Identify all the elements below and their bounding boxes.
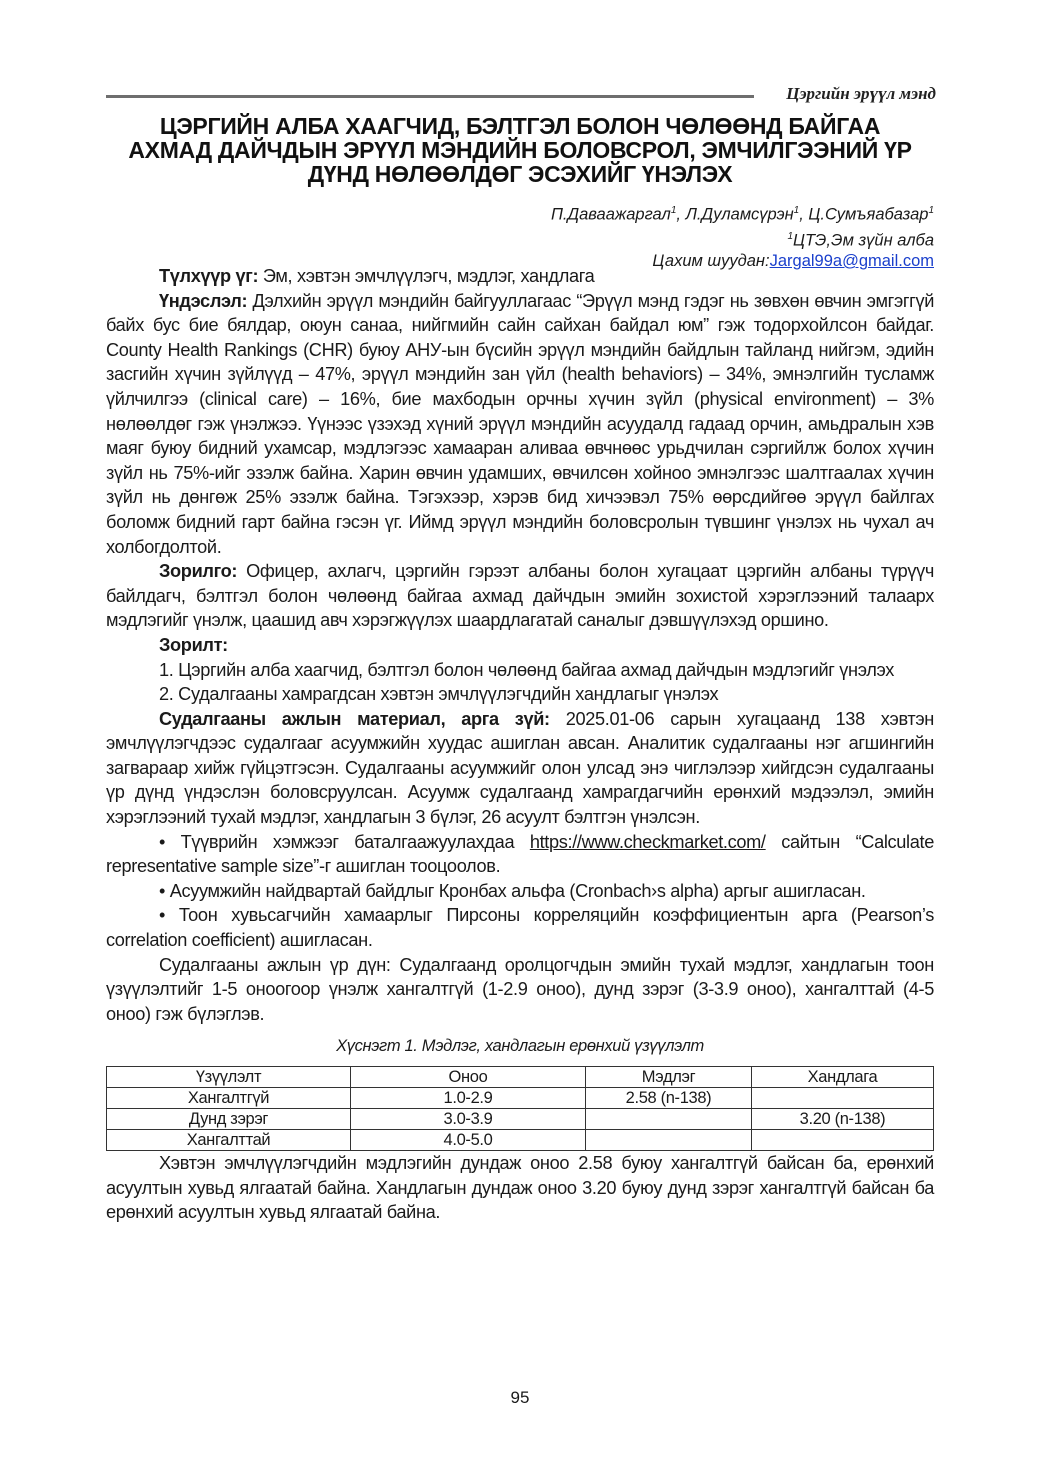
checkmarket-link[interactable]: https://www.checkmarket.com/ (529, 831, 766, 852)
author-block (551, 200, 934, 272)
table-row (107, 1109, 934, 1130)
title-line: АХМАД ДАЙЧДЫН ЭРҮҮЛ МЭНДИЙН БОЛОВСРОЛ, ЭМЧИЛГЭЭНИЙ ҮР (128, 137, 912, 163)
email-line: Цахим шуудан:Jargal99a@gmail.com (652, 252, 934, 270)
objective-item: 2. Судалгааны хамрагдсан хэвтэн эмчлүүлэгчдийн хандлагыг үнэлэх (159, 684, 719, 705)
email-link[interactable]: Jargal99a@gmail.com (769, 252, 934, 270)
author-name: П.Даваажаргал (550, 205, 671, 224)
table-cell: 1.0-2.9 (351, 1088, 586, 1109)
table-cell: 2.58 (n-138) (586, 1088, 752, 1109)
table-row (107, 1130, 934, 1151)
article-title (100, 114, 940, 186)
table-cell (586, 1130, 752, 1151)
table-row (107, 1088, 934, 1109)
results-paragraph: Судалгааны ажлын үр дүн: Судалгаанд оролцогчдын эмийн тухай мэдлэг, хандлагын тоон үзүүлэлтийг 1-5 оноогоор үнэлж хангалтгүй (1-2.9 оноо), дунд зэрэг (3-3.9 оноо), хангалттай (4-5 оноо) гэж бүлэглэв. (106, 954, 934, 1024)
background-paragraph: Үндэслэл: Дэлхийн эрүүл мэндийн байгууллагаас “Эрүүл мэнд гэдэг нь зөвхөн өвчин эмгэггүй байх бус бие бялдар, оюун санаа, нийгмийн сайн сайхан байдал юм” гэж тодорхойлсон байдаг. County Health Rankings (CHR) буюу АНУ-ын бүсийн эрүүл мэндийн байдлын тайланд нийгэм, эдийн засгийн хүчин зүйлүүд – 47%, эрүүл мэндийн зан үйл (health behaviors) – 34%, эмнэлгийн тусламж үйлчилгээ (clinical care) – 16%, бие махбодын орчны хүчин зүйл (physical environment) – 3% нөлөөлдөг гэж үнэлжээ. Үүнээс үзэхэд хүний эрүүл мэндийн асуудалд гадаад орчин, амьдралын хэв маяг буюу бидний ухамсар, мэдлэгээс хамааран аливаа өвчнөөс урьдчилан сэргийлж болох хүчин зүйл нь 75%-ийг эзэлж байна. Харин өвчин удамших, өвчилсөн хойноо эмнэлгээс шалтгаалах хүчин зүйл нь дөнгөж 25% эзэлж байна. Тэгэхээр, хэрэв бид хичээвэл 75% өөрсдийгөө эрүүл байлгах боломж бидний гарт байна гэсэн үг. Иймд эрүүл мэндийн боловсролын түвшинг үнэлэх нь чухал ач холбогдолтой. (106, 290, 935, 557)
goal-paragraph: Зорилго: Офицер, ахлагч, цэргийн гэрээт албаны болон хугацаат цэргийн албаны түрүүч байлдагч, бэлтгэл болон чөлөөнд байгаа ахмад дайчдын эмийн зохистой хэрэглээний талаарх мэдлэгийг үнэлж, цаашид авч хэрэгжүүлэх шаардлагатай саналыг дэвшүүлэхэд оршино. (106, 561, 935, 631)
author-name: Ц.Сумъяабазар (808, 205, 929, 224)
table-cell: Дунд зэрэг (107, 1109, 351, 1130)
conclusion-paragraph: Хэвтэн эмчлүүлэгчдийн мэдлэгийн дундаж оноо 2.58 буюу хангалтгүй байсан ба, ерөнхий асуултын хувьд ялгаатай байна. Хандлагын дундаж оноо 3.20 буюу дунд зэрэг хангалтгүй байсан ба ерөнхий асуултын хувьд ялгаатай байна. (106, 1153, 934, 1223)
table-cell: 4.0-5.0 (351, 1130, 586, 1151)
keywords: Түлхүүр үг: Эм, хэвтэн эмчлүүлэгч, мэдлэг, хандлага (159, 266, 595, 286)
table-header: Хандлага (752, 1067, 934, 1088)
table-caption: Хүснэгт 1. Мэдлэг, хандлагын ерөнхий үзүүлэлт (336, 1037, 704, 1056)
table-cell: Хангалтгүй (107, 1088, 351, 1109)
objective-item: 1. Цэргийн алба хаагчид, бэлтгэл болон чөлөөнд байгаа ахмад дайчдын мэдлэгийг үнэлэх (159, 659, 894, 680)
article-body (106, 264, 934, 1225)
title-line: ДҮНД НӨЛӨӨЛДӨГ ЭСЭХИЙГ ҮНЭЛЭХ (307, 161, 733, 187)
table-cell (752, 1088, 934, 1109)
bullet-item: • Тоон хувьсагчийн хамаарлыг Пирсоны корреляцийн коэффициентын арга (Pearson’s correlation coefficient) ашигласан. (106, 905, 934, 951)
methods-paragraph: Судалгааны ажлын материал, арга зүй: 2025.01-06 сарын хугацаанд 138 хэвтэн эмчлүүлэгчдээс судалгааг асуумжийн хуудас ашиглан авсан. Аналитик судалгааны нэг агшингийн загвараар хийж гүйцэтгэсэн. Судалгааны асуумжийг олон улсад энэ чиглэлээр хийгдсэн судалгааны үр дүнд үндэслэн боловсруулсан. Асуумж судалгаанд хамрагдагчийн ерөнхий мэдээлэл, эмийн хэрэглээний тухай мэдлэг, хандлагын 3 бүлэг, 26 асуулт бэлтгэн үнэлсэн. (106, 708, 934, 828)
running-header (106, 84, 936, 104)
title-line: ЦЭРГИЙН АЛБА ХААГЧИД, БЭЛТГЭЛ БОЛОН ЧӨЛӨӨНД БАЙГАА (159, 113, 881, 139)
page-number: 95 (510, 1388, 530, 1407)
header-rule (106, 95, 754, 98)
objectives-heading: Зорилт: (159, 634, 228, 655)
table-cell: 3.0-3.9 (351, 1109, 586, 1130)
author-list: П.Даваажаргал$^1$, Л.Дуламсүрэн$^1$, Ц.Сумъяабазар$^1$ (550, 205, 934, 224)
author-sup: 1 (670, 205, 677, 216)
author-sup: 1 (928, 205, 934, 216)
table-cell (586, 1109, 752, 1130)
author-sup: 1 (793, 205, 800, 216)
table-header: Оноо (351, 1067, 586, 1088)
bullet-item: • Түүврийн хэмжээг баталгаажуулахдаа https://www.checkmarket.com/ сайтын “Calculate representative sample size”-г ашиглан тооцоолов. (106, 831, 934, 877)
table-cell (752, 1130, 934, 1151)
results-table (106, 1066, 934, 1151)
table-header-row (107, 1067, 934, 1088)
table-header: Мэдлэг (586, 1067, 752, 1088)
journal-name: Цэргийн эрүүл мэнд (786, 84, 936, 103)
affiliation: $^1$ЦТЭ,Эм зүйн алба (787, 230, 934, 249)
author-name: Л.Дуламсүрэн (685, 205, 794, 224)
table-header: Үзүүлэлт (107, 1067, 351, 1088)
bullet-item: • Асуумжийн найдвартай байдлыг Кронбах альфа (Cronbach›s alpha) аргыг ашигласан. (159, 880, 866, 901)
table-cell: 3.20 (n-138) (752, 1109, 934, 1130)
table-cell: Хангалттай (107, 1130, 351, 1151)
